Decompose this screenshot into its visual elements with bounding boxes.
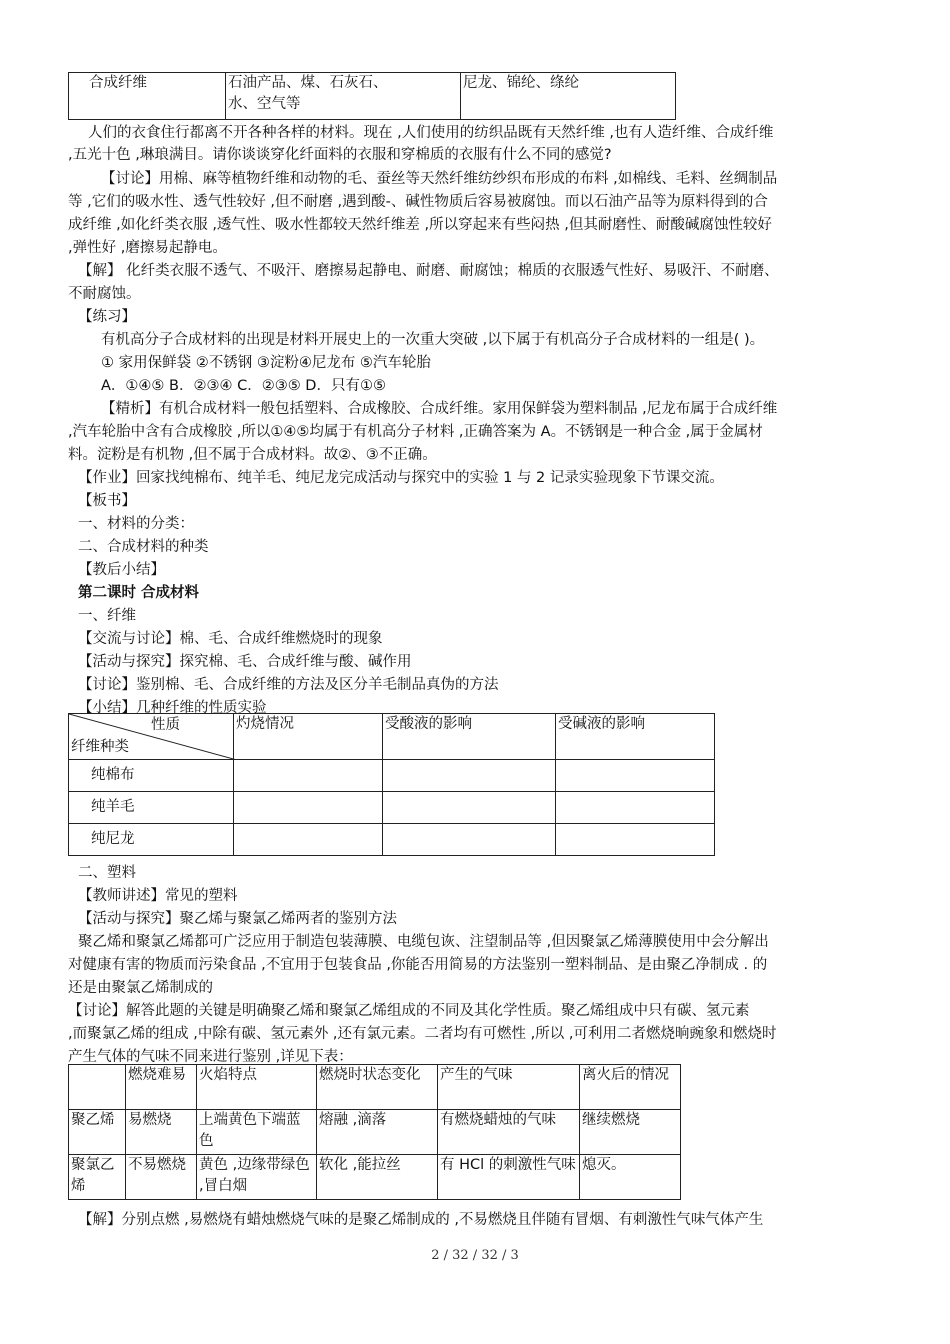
table-cell: 聚乙烯: [69, 1110, 126, 1155]
diagonal-header-cell: [69, 714, 234, 760]
paragraph-line: 对健康有害的物质而污染食品 ,不宜用于包装食品 ,你能否用简易的方法鉴别一塑料制品、是由聚乙净制成 . 的: [68, 957, 768, 973]
table-row: [69, 1110, 681, 1155]
table-cell: 纯羊毛: [69, 792, 234, 824]
board-title: 【板书】: [78, 493, 136, 509]
diag-top-label: 性质: [151, 717, 180, 733]
table-cell: [383, 824, 556, 856]
table-cell: [234, 824, 383, 856]
analysis-line: ,汽车轮胎中含有合成橡胶 ,所以①④⑤均属于有机高分子材料 ,正确答案为 A。不锈钢是一种合金 ,属于金属材: [68, 424, 763, 440]
table-cell: 聚氯乙烯: [69, 1155, 126, 1200]
table-header: 受碱液的影响: [556, 714, 715, 760]
table-cell: 有燃烧蜡烛的气味: [438, 1110, 580, 1155]
table-cell: 熔融 ,滴落: [317, 1110, 438, 1155]
table-header: 燃烧难易: [126, 1065, 197, 1110]
analysis-line: 料。淀粉是有机物 ,但不属于合成材料。故②、③不正确。: [68, 447, 437, 463]
table-cell: 黄色 ,边缘带绿色 ,冒白烟: [197, 1155, 317, 1200]
table-cell: 软化 ,能拉丝: [317, 1155, 438, 1200]
table-cell: [556, 824, 715, 856]
page-number: 2 / 32 / 32 / 3: [431, 1248, 519, 1263]
table-cell: 不易燃烧: [126, 1155, 197, 1200]
paragraph-line: 聚乙烯和聚氯乙烯都可广泛应用于制造包装薄膜、电缆包诙、注望制品等 ,但因聚氯乙烯薄膜使用中会分解出: [78, 934, 769, 950]
table-cell: [234, 760, 383, 792]
table-cell: 纯尼龙: [69, 824, 234, 856]
discussion-line: 【讨论】用棉、麻等植物纤维和动物的毛、蚕丝等天然纤维纺纱织布形成的布料 ,如棉线、毛料、丝绸制品: [101, 171, 778, 187]
board-item: 二、合成材料的种类: [78, 539, 209, 555]
table-cell: 易燃烧: [126, 1110, 197, 1155]
table-cell: 尼龙、锦纶、绦纶: [461, 73, 676, 120]
table-cell: 熄灭。: [580, 1155, 681, 1200]
table-header-row: [69, 1065, 681, 1110]
table-cell: [556, 760, 715, 792]
table-cell: [234, 792, 383, 824]
table-row: [69, 760, 715, 792]
discussion-line: ,而聚氯乙烯的组成 ,中除有碳、氢元素外 ,还有氯元素。二者均有可燃性 ,所以 ,可利用二者燃烧晌豌象和燃烧时: [68, 1026, 777, 1042]
paragraph-line: 还是由聚氯乙烯制成的: [68, 980, 213, 996]
answer-line: 【解】 化纤类衣服不透气、不吸汗、磨擦易起静电、耐磨、耐腐蚀；棉质的衣服透气性好、易吸汗、不耐磨、: [78, 263, 779, 279]
reflection-heading: 【教后小结】: [78, 562, 165, 578]
discussion-line: 产生气体的气味不同来进行鉴别 ,详见下表：: [68, 1049, 353, 1065]
discussion-line: 【讨论】鉴别棉、毛、合成纤维的方法及区分羊毛制品真伪的方法: [78, 677, 499, 693]
synthetic-fiber-table: [68, 72, 676, 120]
table-cell: 上端黄色下端蓝色: [197, 1110, 317, 1155]
table-cell: 合成纤维: [69, 73, 226, 120]
section-heading: 二、塑料: [78, 865, 136, 881]
practice-question: 有机高分子合成材料的出现是材料开展史上的一次重大突破 ,以下属于有机高分子合成材料的一组是( )。: [101, 332, 765, 348]
table-header: 燃烧时状态变化: [317, 1065, 438, 1110]
lesson-title: 第二课时 合成材料: [78, 585, 200, 601]
table-row: [69, 824, 715, 856]
homework-line: 【作业】回家找纯棉布、纯羊毛、纯尼龙完成活动与探究中的实验 1 与 2 记录实验现象下节课交流。: [78, 470, 724, 486]
practice-items: ① 家用保鲜袋 ②不锈钢 ③淀粉④尼龙布 ⑤汽车轮胎: [101, 355, 431, 371]
paragraph-line: 人们的衣食住行都离不开各种各样的材料。现在 ,人们使用的纺织品既有天然纤维 ,也有人造纤维、合成纤维: [88, 125, 774, 141]
practice-title: 【练习】: [78, 309, 136, 325]
table-cell: [226, 73, 461, 120]
answer-line: 不耐腐蚀。: [68, 286, 141, 302]
discussion-line: ,弹性好 ,磨擦易起静电。: [68, 240, 227, 256]
diag-bottom-label: 纤维种类: [71, 739, 129, 755]
cell-line: 水、空气等: [228, 96, 301, 112]
table-header: 产生的气味: [438, 1065, 580, 1110]
practice-options: A．①④⑤ B．②③④ C．②③⑤ D．只有①⑤: [101, 378, 386, 394]
discussion-line: 【讨论】解答此题的关键是明确聚乙烯和聚氯乙烯组成的不同及其化学性质。聚乙烯组成中只有碳、氢元素: [68, 1003, 750, 1019]
paragraph-line: ,五光十色 ,琳琅满目。请你谈谈穿化纤面料的衣服和穿棉质的衣服有什么不同的感觉?: [68, 147, 612, 163]
activity-line: 【活动与探究】探究棉、毛、合成纤维与酸、碱作用: [78, 654, 412, 670]
table-cell: 有 HCl 的刺激性气味: [438, 1155, 580, 1200]
table-cell: 继续燃烧: [580, 1110, 681, 1155]
answer-line: 【解】分别点燃 ,易燃烧有蜡烛燃烧气味的是聚乙烯制成的 ,不易燃烧且伴随有冒烟、有刺激性气味气体产生: [78, 1212, 764, 1228]
table-cell: [383, 792, 556, 824]
summary-line: 【小结】几种纤维的性质实验: [78, 700, 267, 716]
plastic-identification-table: [68, 1064, 681, 1200]
table-header: [69, 1065, 126, 1110]
table-row: [69, 1155, 681, 1200]
discussion-line: 等 ,它们的吸水性、透气性较好 ,但不耐磨 ,遇到酸-、碱性物质后容易被腐蚀。而以石油产品等为原料得到的合: [68, 194, 768, 210]
fiber-property-table: [68, 713, 715, 856]
table-cell: [383, 760, 556, 792]
table-cell: [556, 792, 715, 824]
discussion-line: 成纤维 ,如化纤类衣服 ,透气性、吸水性都较天然纤维差 ,所以穿起来有些闷热 ,但其耐磨性、耐酸碱腐蚀性较好: [68, 217, 772, 233]
analysis-line: 【精析】有机合成材料一般包括塑料、合成橡胶、合成纤维。家用保鲜袋为塑料制品 ,尼龙布属于合成纤维: [101, 401, 778, 417]
board-item: 一、材料的分类：: [78, 516, 194, 532]
table-header: 受酸液的影响: [383, 714, 556, 760]
table-row: [69, 792, 715, 824]
table-header: 火焰特点: [197, 1065, 317, 1110]
table-header: 灼烧情况: [234, 714, 383, 760]
section-heading: 一、纤维: [78, 608, 136, 624]
table-cell: 纯棉布: [69, 760, 234, 792]
table-header: 离火后的情况: [580, 1065, 681, 1110]
activity-line: 【活动与探究】聚乙烯与聚氯乙烯两者的鉴别方法: [78, 911, 397, 927]
lecture-line: 【教师讲述】常见的塑料: [78, 888, 238, 904]
cell-line: 石油产品、煤、石灰石、: [228, 75, 388, 91]
exchange-line: 【交流与讨论】棉、毛、合成纤维燃烧时的现象: [78, 631, 383, 647]
